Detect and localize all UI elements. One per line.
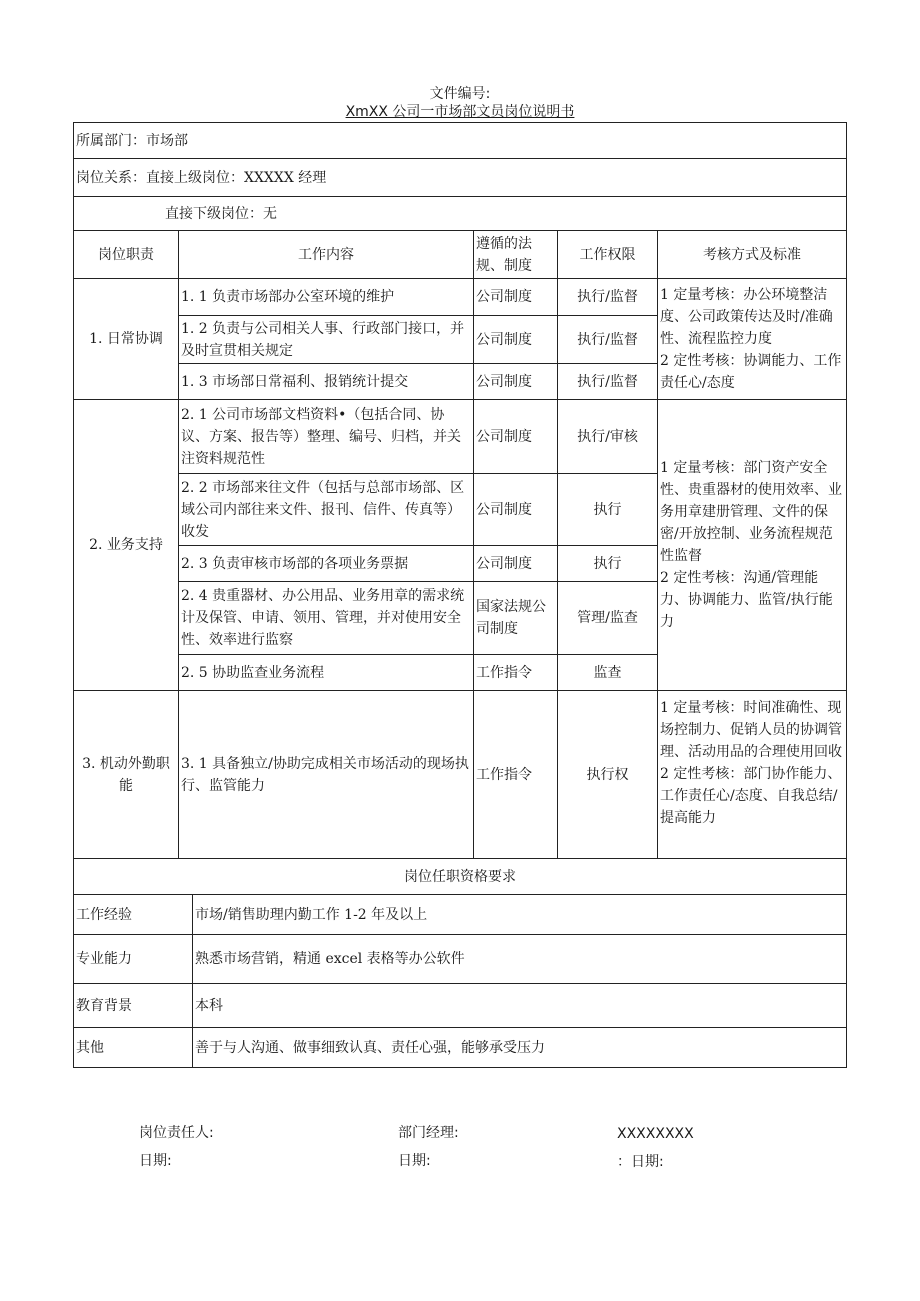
date-label-2: 日期: bbox=[398, 1153, 431, 1169]
task-content: 2. 1 公司市场部文档资料•（包括合同、协议、方案、报告等）整理、编号、归档，并关注资料规范性 bbox=[179, 400, 474, 474]
qualification-label: 其他 bbox=[74, 1028, 193, 1068]
task-content: 1. 3 市场部日常福利、报销统计提交 bbox=[179, 364, 474, 400]
duty-name: 1. 日常协调 bbox=[74, 279, 179, 400]
col-header-assess: 考核方式及标准 bbox=[658, 231, 847, 279]
task-rules: 工作指令 bbox=[474, 691, 558, 859]
col-header-content: 工作内容 bbox=[179, 231, 474, 279]
col-header-duty: 岗位职责 bbox=[74, 231, 179, 279]
task-content: 1. 1 负责市场部办公室环境的维护 bbox=[179, 279, 474, 316]
qualification-label: 专业能力 bbox=[74, 935, 193, 984]
task-authority: 执行 bbox=[558, 546, 658, 582]
owner-label: 岗位责任人: bbox=[139, 1125, 214, 1141]
manager-label: 部门经理: bbox=[398, 1125, 459, 1141]
duty-assessment: 1 定量考核：部门资产安全性、贵重器材的使用效率、业务用章建册管理、文件的保密/开放控制、业务流程规范性监督 2 定性考核：沟通/管理能力、协调能力、监管/执行能力 bbox=[658, 400, 847, 691]
duty-assessment: 1 定量考核：时间准确性、现场控制力、促销人员的协调管理、活动用品的合理使用回收 2 定性考核：部门协作能力、工作责任心/态度、自我总结/提高能力 bbox=[658, 691, 847, 859]
col-header-rules: 遵循的法规、制度 bbox=[474, 231, 558, 279]
task-rules: 公司制度 bbox=[474, 474, 558, 546]
qualification-value: 熟悉市场营销，精通 excel 表格等办公软件 bbox=[193, 935, 847, 984]
job-description-table bbox=[73, 122, 847, 1068]
qualification-value: 本科 bbox=[193, 984, 847, 1028]
col-header-authority: 工作权限 bbox=[558, 231, 658, 279]
document-title: XmXX 公司一市场部文员岗位说明书 bbox=[345, 104, 575, 120]
task-content: 1. 2 负责与公司相关人事、行政部门接口，并及时宣贯相关规定 bbox=[179, 316, 474, 364]
task-rules: 公司制度 bbox=[474, 400, 558, 474]
task-authority: 监查 bbox=[558, 655, 658, 691]
task-rules: 工作指令 bbox=[474, 655, 558, 691]
department-row: 所属部门：市场部 bbox=[74, 123, 847, 159]
task-authority: 执行/审核 bbox=[558, 400, 658, 474]
duty-name: 2. 业务支持 bbox=[74, 400, 179, 691]
relation-row: 岗位关系：直接上级岗位：XXXXX 经理 bbox=[74, 159, 847, 197]
signature-code: XXXXXXXX bbox=[617, 1126, 694, 1142]
date-label-3: ：日期: bbox=[617, 1154, 664, 1170]
qualification-value: 市场/销售助理内勤工作 1-2 年及以上 bbox=[193, 895, 847, 935]
task-content: 2. 3 负责审核市场部的各项业务票据 bbox=[179, 546, 474, 582]
task-rules: 公司制度 bbox=[474, 546, 558, 582]
date-label-1: 日期: bbox=[139, 1153, 172, 1169]
task-content: 3. 1 具备独立/协助完成相关市场活动的现场执行、监管能力 bbox=[179, 691, 474, 859]
task-authority: 执行/监督 bbox=[558, 316, 658, 364]
qualification-title: 岗位任职资格要求 bbox=[74, 859, 847, 895]
qualification-value: 善于与人沟通、做事细致认真、责任心强，能够承受压力 bbox=[193, 1028, 847, 1068]
file-number-label: 文件编号: bbox=[429, 86, 491, 102]
duty-name: 3. 机动外勤职能 bbox=[74, 691, 179, 859]
duty-assessment: 1 定量考核：办公环境整洁度、公司政策传达及时/准确性、流程监控力度 2 定性考核：协调能力、工作责任心/态度 bbox=[658, 279, 847, 400]
subordinate-row: 直接下级岗位：无 bbox=[74, 197, 847, 231]
task-content: 2. 5 协助监查业务流程 bbox=[179, 655, 474, 691]
qualification-label: 教育背景 bbox=[74, 984, 193, 1028]
task-rules: 公司制度 bbox=[474, 364, 558, 400]
task-rules: 公司制度 bbox=[474, 316, 558, 364]
task-authority: 执行/监督 bbox=[558, 364, 658, 400]
task-authority: 管理/监查 bbox=[558, 582, 658, 655]
task-rules: 国家法规公司制度 bbox=[474, 582, 558, 655]
task-authority: 执行权 bbox=[558, 691, 658, 859]
task-rules: 公司制度 bbox=[474, 279, 558, 316]
task-content: 2. 4 贵重器材、办公用品、业务用章的需求统计及保管、申请、领用、管理，并对使用安全性、效率进行监察 bbox=[179, 582, 474, 655]
task-authority: 执行/监督 bbox=[558, 279, 658, 316]
qualification-label: 工作经验 bbox=[74, 895, 193, 935]
task-authority: 执行 bbox=[558, 474, 658, 546]
task-content: 2. 2 市场部来往文件（包括与总部市场部、区域公司内部往来文件、报刊、信件、传真等）收发 bbox=[179, 474, 474, 546]
